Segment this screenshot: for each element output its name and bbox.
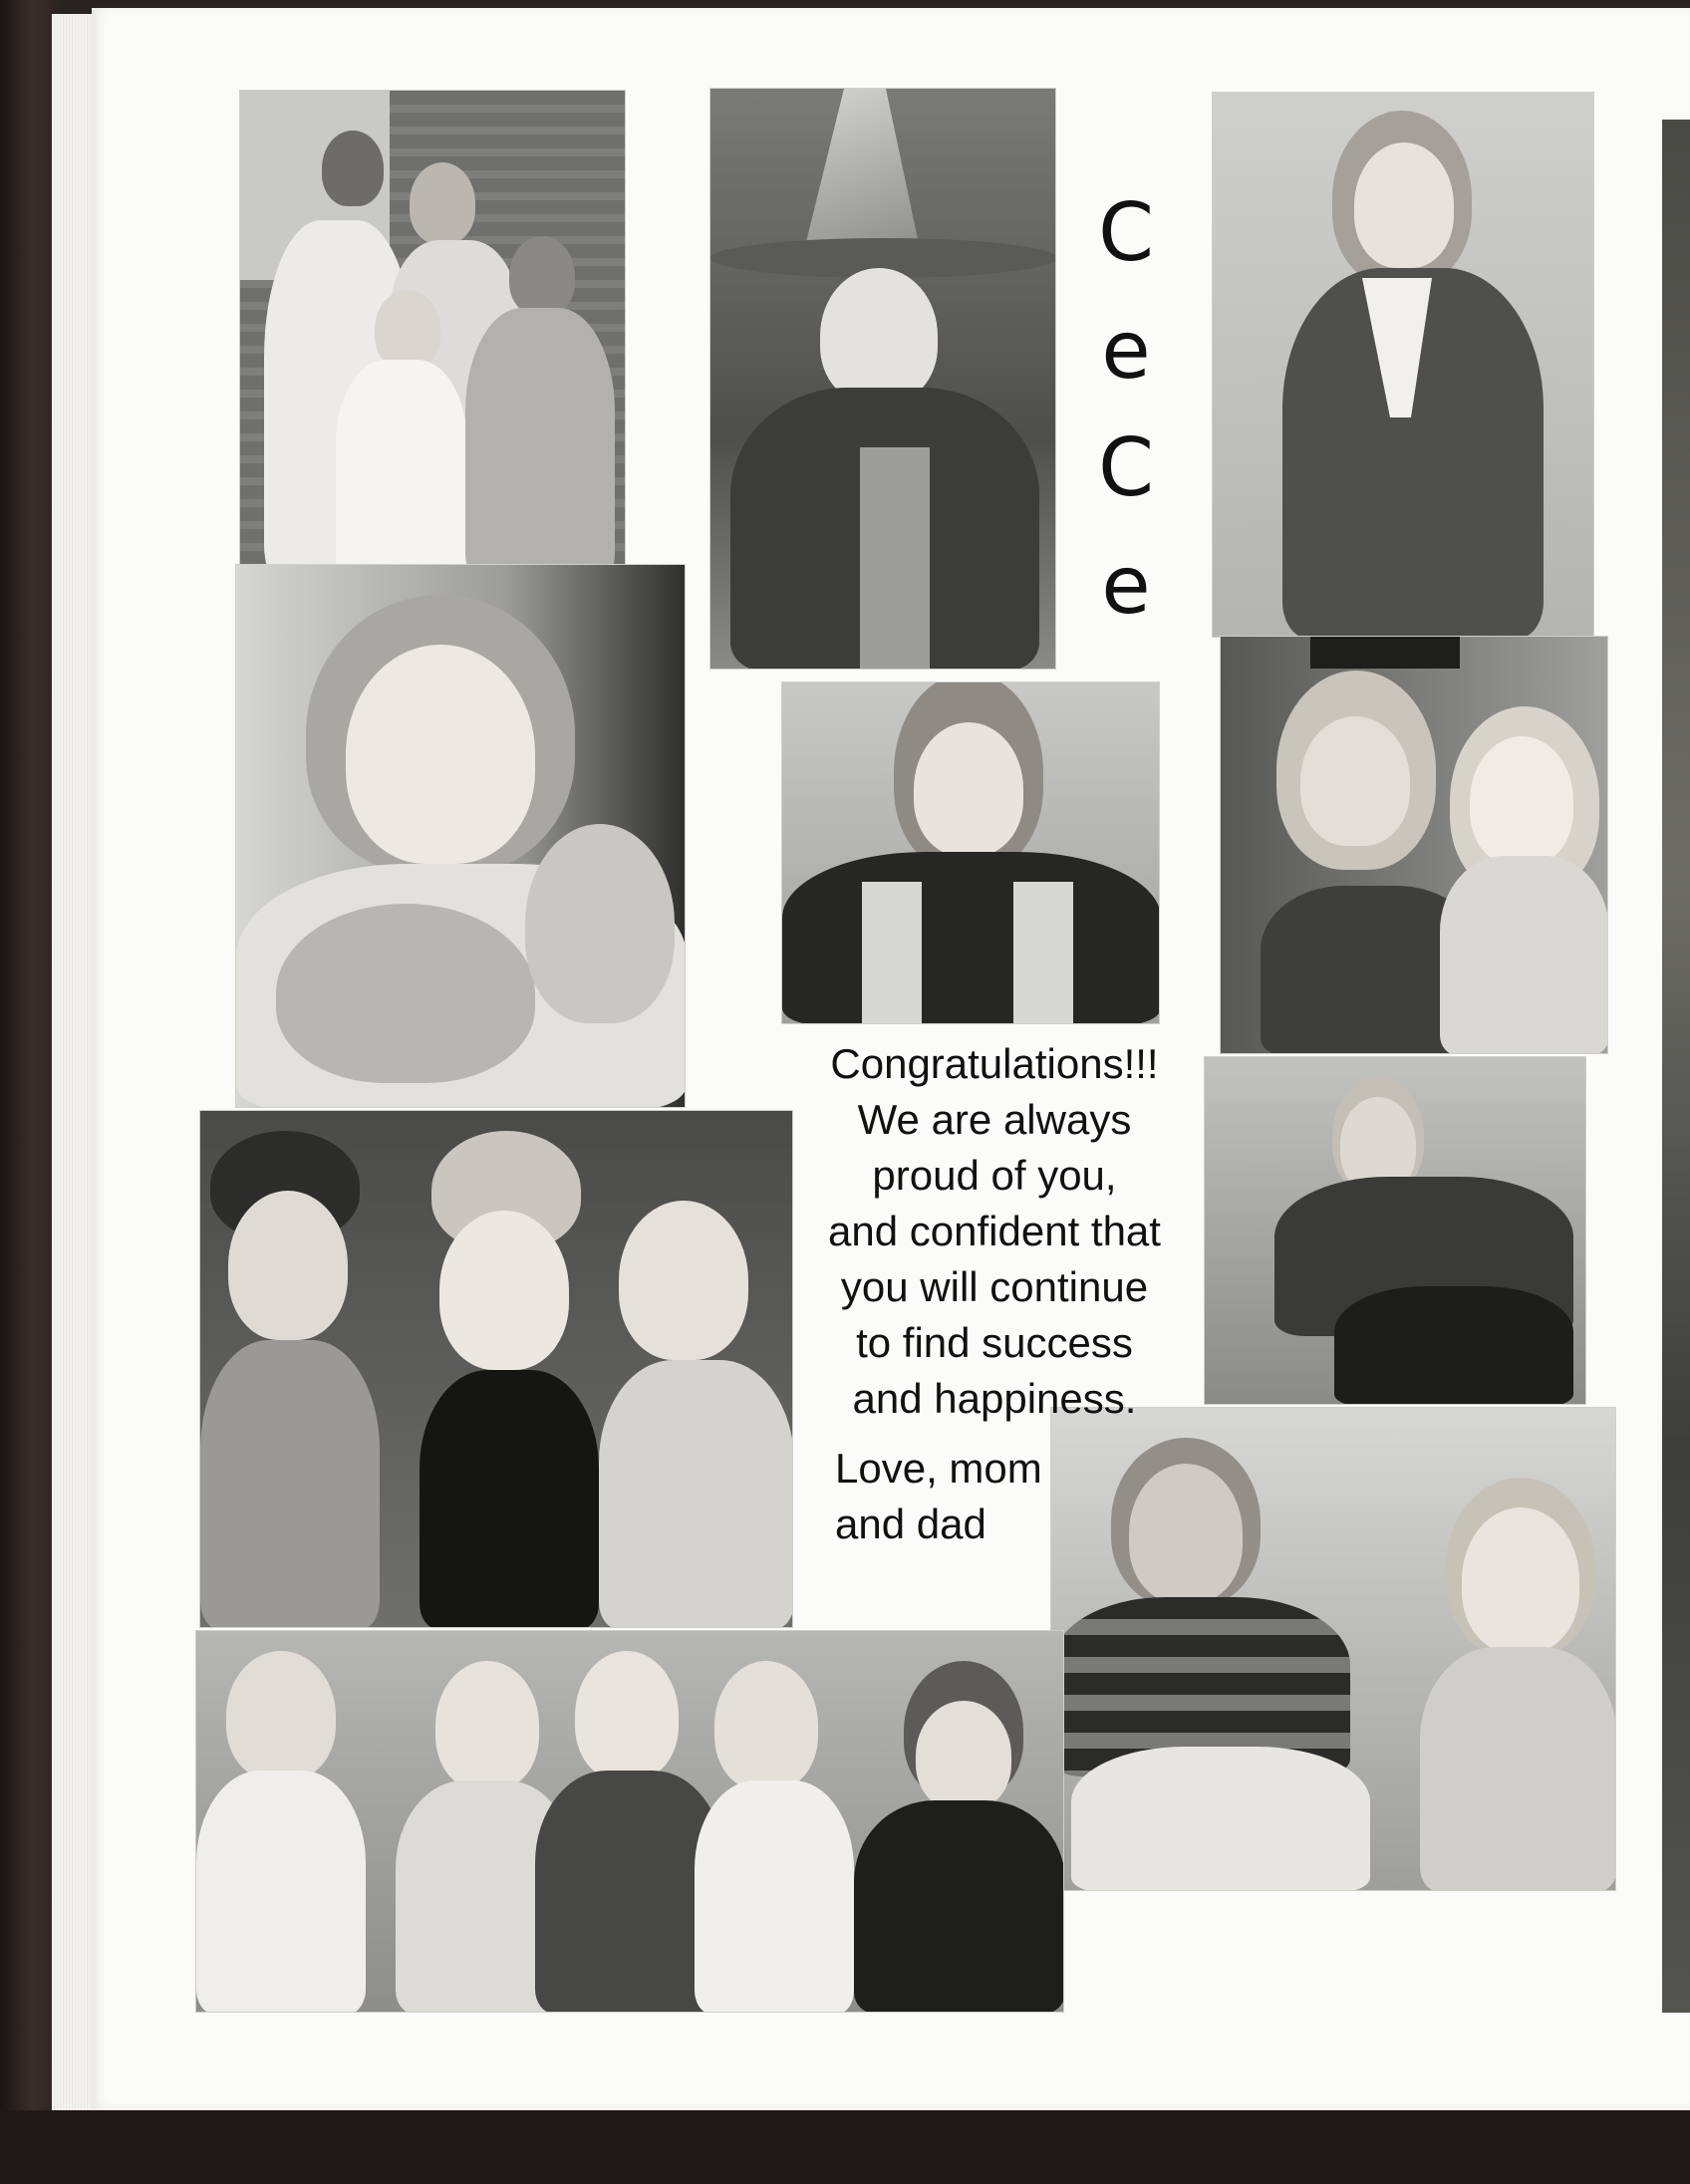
message-signoff: [835, 1441, 1084, 1552]
photo-three-girls-hats: [199, 1110, 793, 1628]
photo-toddler-sailor-dress: [1212, 92, 1594, 638]
photo-two-girls-hugging: [1220, 636, 1608, 1054]
bottom-shadow: [0, 2110, 1690, 2184]
message-line: and happiness.: [852, 1375, 1137, 1422]
title-letter: C: [1098, 421, 1154, 514]
signoff-line: Love, mom: [835, 1445, 1042, 1492]
photo-family-portrait: [239, 90, 626, 580]
photo-girl-by-water: [1204, 1056, 1586, 1405]
title-letter: e: [1101, 539, 1151, 632]
photo-witch-costume: [709, 88, 1056, 670]
photo-girl-velvet-dress: [781, 682, 1160, 1024]
title-letter: e: [1101, 304, 1151, 397]
congratulations-message: [785, 1036, 1204, 1427]
title-letter: C: [1098, 186, 1154, 279]
message-line: We are always: [857, 1096, 1132, 1143]
message-line: and confident that: [828, 1208, 1161, 1254]
photo-boy-and-girl-grass: [1050, 1407, 1616, 1891]
book-binding: [0, 0, 60, 2184]
photo-five-girls-group: [195, 1630, 1064, 2013]
next-page-edge: [1662, 120, 1690, 2013]
page-title: [1076, 174, 1176, 645]
message-line: Congratulations!!!: [830, 1040, 1159, 1087]
message-line: you will continue: [840, 1263, 1149, 1310]
photo-toddler-with-toys: [235, 564, 686, 1108]
signoff-line: and dad: [835, 1501, 986, 1547]
message-line: to find success: [856, 1319, 1133, 1366]
message-line: proud of you,: [872, 1152, 1117, 1199]
